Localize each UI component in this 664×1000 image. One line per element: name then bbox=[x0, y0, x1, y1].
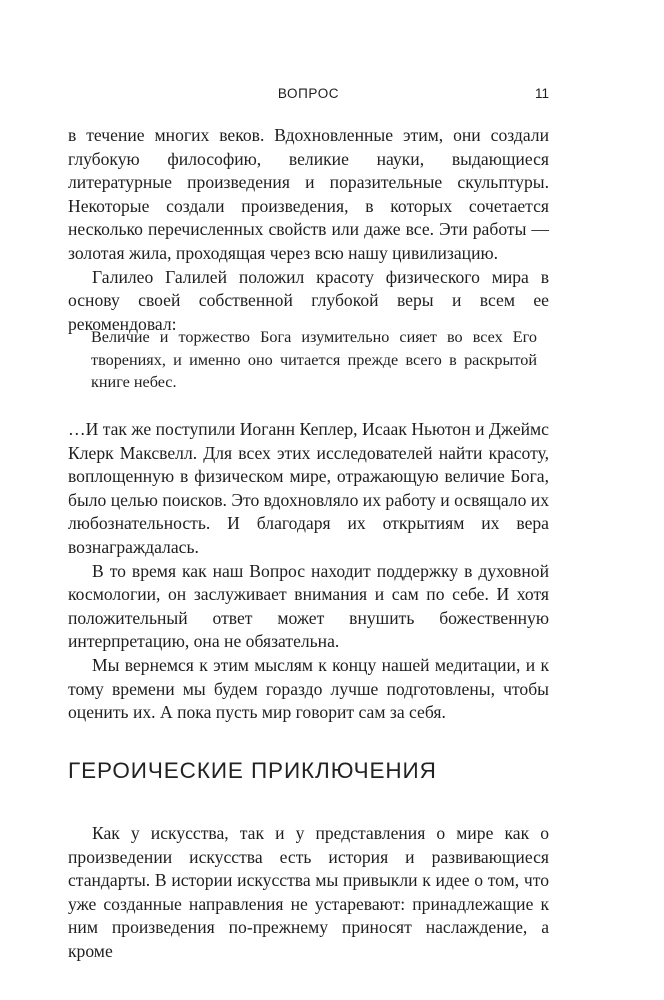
body-text-section bbox=[68, 822, 549, 964]
running-head: ВОПРОС bbox=[277, 86, 340, 101]
page-header bbox=[68, 86, 549, 106]
galileo-quote: Величие и торжество Бога изумительно сияет во всех Его творениях, и именно оно читается прежде всего в раскрытой книге небес. bbox=[91, 328, 537, 392]
paragraph-galileo: Галилео Галилей положил красоту физического мира в основу своей собственной глубокой веры и всем ее рекомендовал: bbox=[68, 266, 549, 334]
paragraph-spiritual-cosmology: В то время как наш Вопрос находит поддержку в духовной космологии, он заслуживает внимания и сам по себе. И хотя положительный ответ может внушить божественную интерпретацию, она не обязательна. bbox=[68, 560, 549, 652]
paragraph-kepler-newton: …И так же поступили Иоганн Кеплер, Исаак Ньютон и Джеймс Клерк Максвелл. Для всех этих исследователей найти красоту, воплощенную в физическом мире, отражающую величие Бога, было целью поисков. Это вдохновляло их работу и освящало их любознательность. И благодаря их открытиям их вера вознаграждалась. bbox=[68, 419, 549, 557]
body-text-top bbox=[68, 124, 549, 336]
paragraph-art-history: Как у искусства, так и у представления о мире как о произведении искусства есть история и развивающиеся стандарты. В истории искусства мы привыкли к идее о том, что уже созданные направления не устаревают: принадлежащие к ним произведения по-прежнему приносят наслаждение, а кроме bbox=[68, 823, 549, 961]
page-number: 11 bbox=[534, 86, 549, 101]
section-heading: ГЕРОИЧЕСКИЕ ПРИКЛЮЧЕНИЯ bbox=[68, 758, 437, 783]
body-text-middle bbox=[68, 418, 549, 725]
paragraph-meditation: Мы вернемся к этим мыслям к концу нашей медитации, и к тому времени мы будем гораздо лучше подготовлены, чтобы оценить их. А пока пусть мир говорит сам за себя. bbox=[68, 654, 549, 723]
paragraph-continuation: в течение многих веков. Вдохновленные этим, они создали глубокую философию, великие науки, выдающиеся литературные произведения и поразительные скульптуры. Некоторые создали произведения, в которых сочетается несколько перечисленных свойств или даже все. Эти работы — золотая жила, проходящая через всю нашу цивилизацию. bbox=[68, 125, 549, 263]
